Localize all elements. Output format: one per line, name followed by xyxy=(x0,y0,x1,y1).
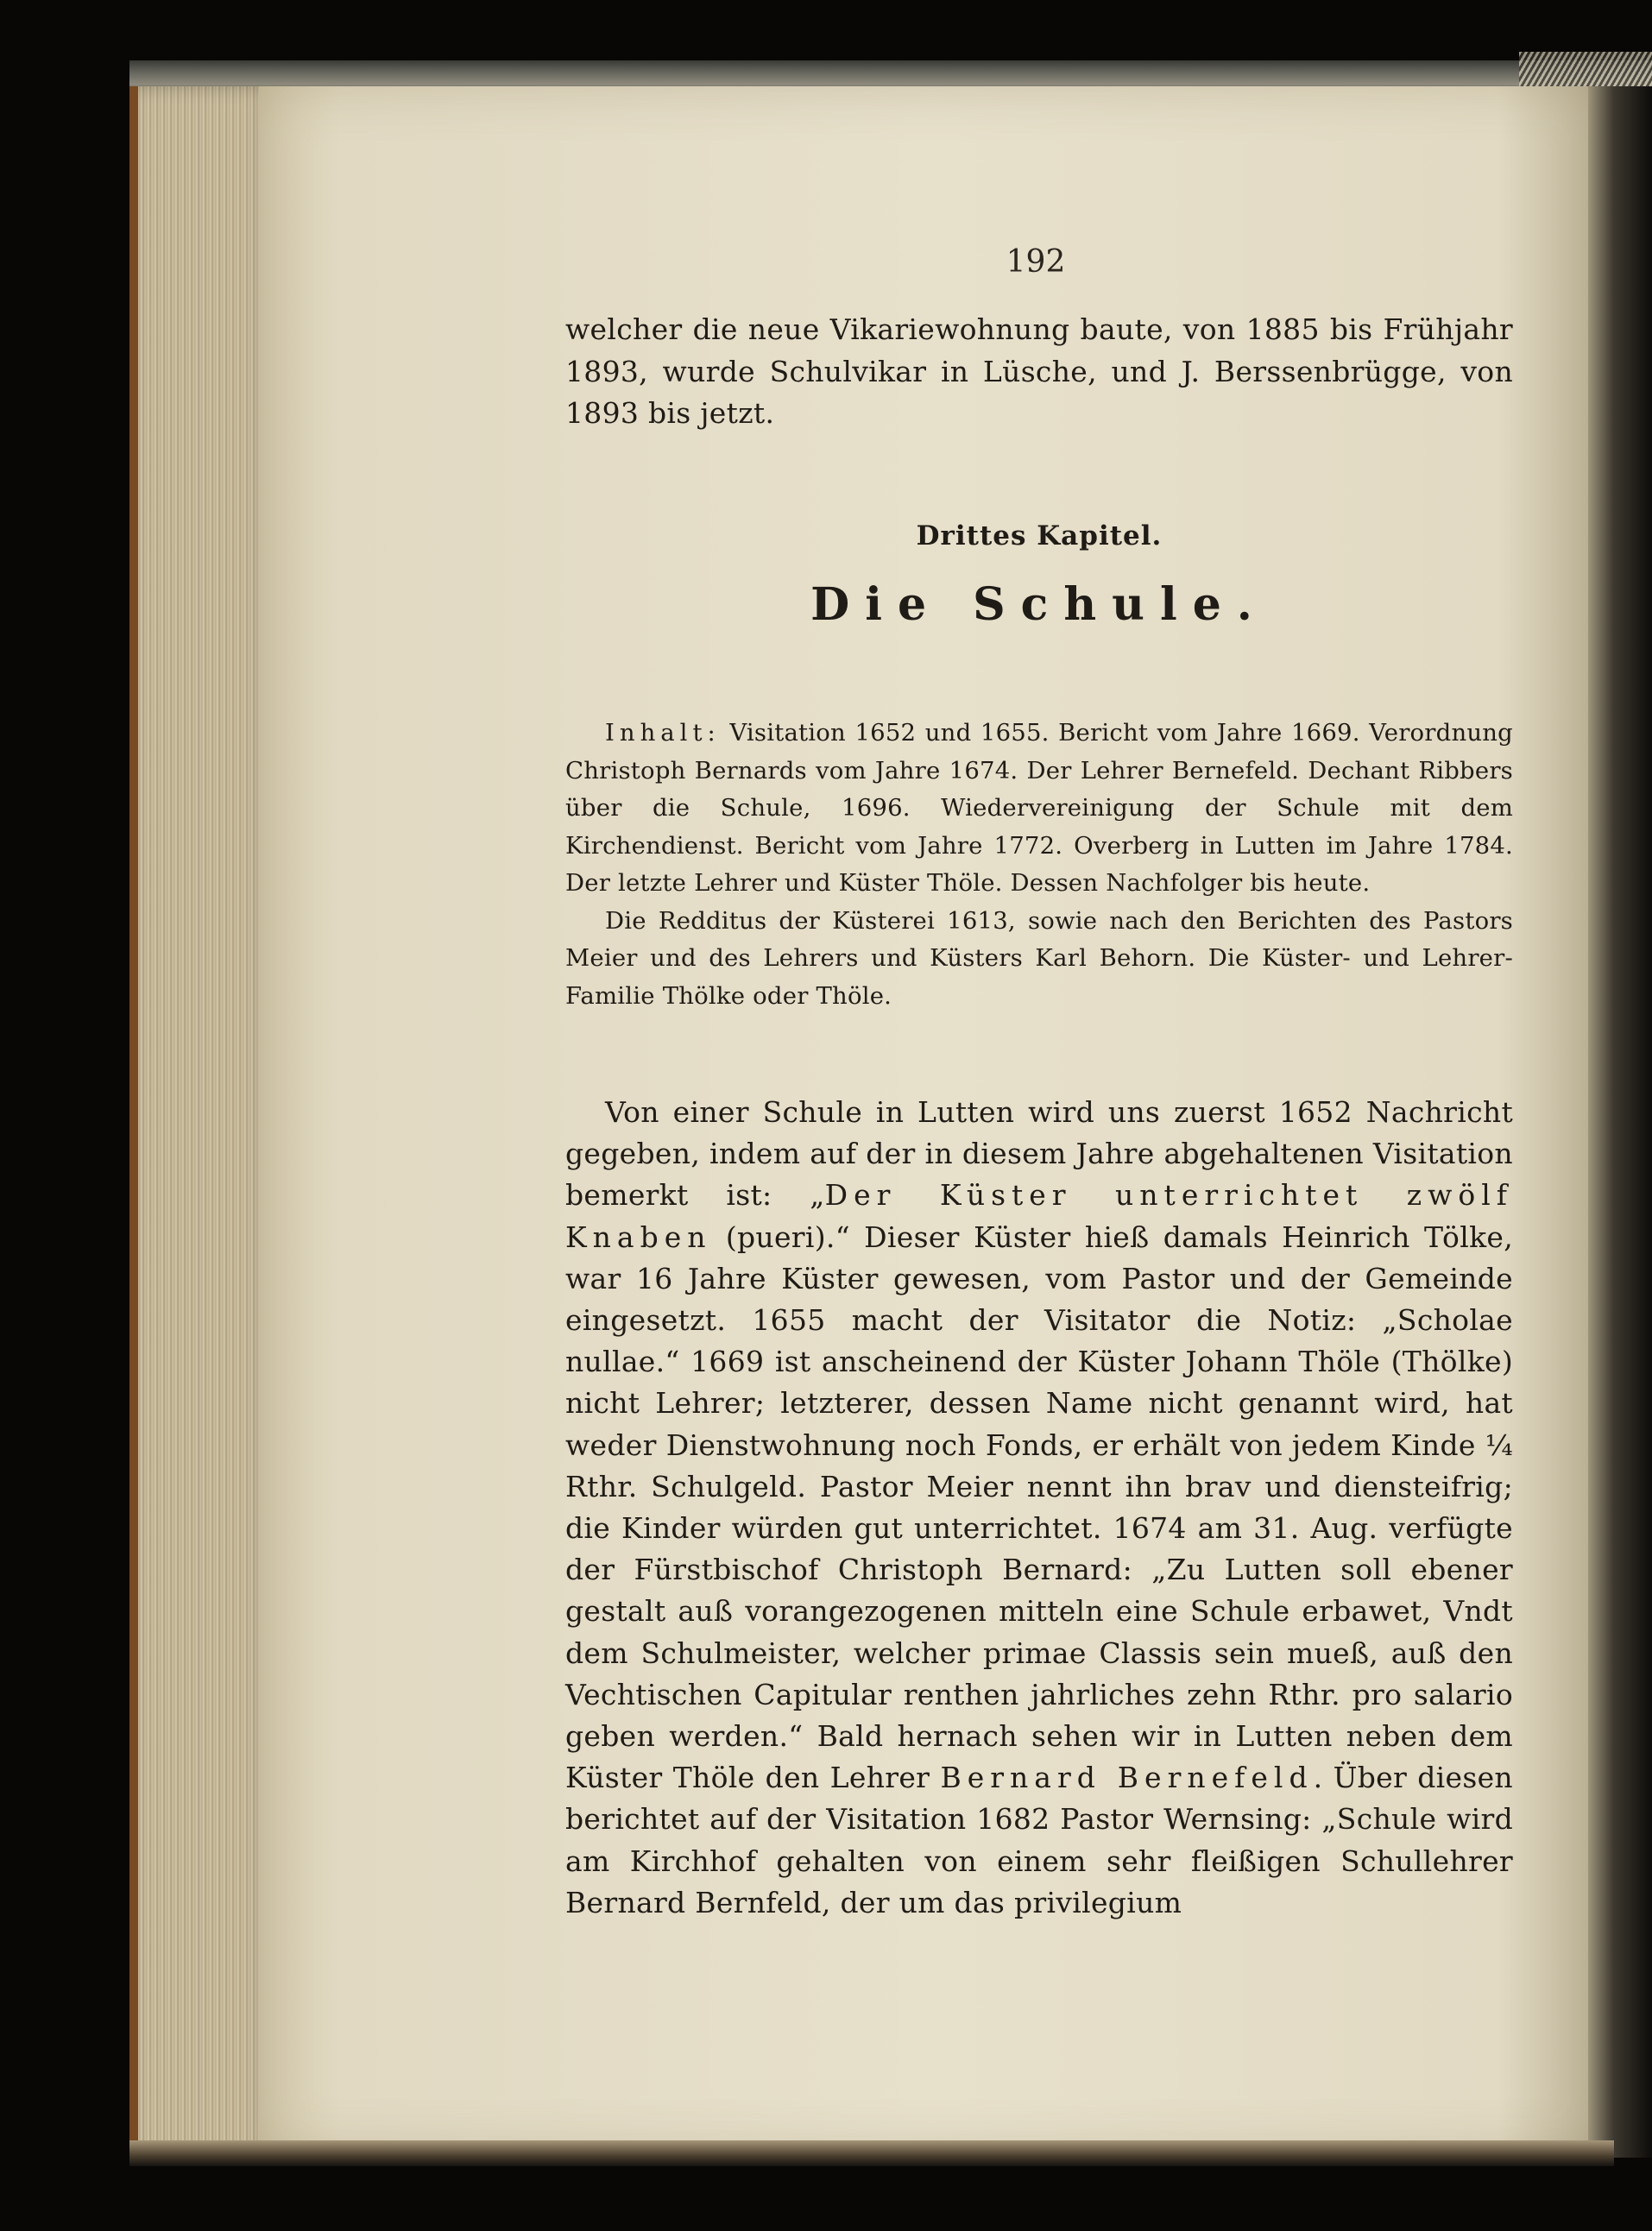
body-text-part2: (pueri).“ Dieser Küster hieß damals Heinrich Tölke, war 16 Jahre Küster gewesen, vom Pastor und der Gemeinde eingesetzt. 1655 macht der Visitator die Notiz: „Scholae nullae.“ 1669 ist anscheinend der Küster Johann Thöle (Thölke) nicht Lehrer; letzterer, dessen Name nicht genannt wird, hat weder Dienstwohnung noch Fonds, er erhält von jedem Kinde ¼ Rthr. Schulgeld. Pastor Meier nennt ihn brav und diensteifrig; die Kinder würden gut unterrichtet. 1674 am 31. Aug. verfügte der Fürstbischof Christoph Bernard: „Zu Lutten soll ebener gestalt auß vorangezogenen mitteln eine Schule erbawet, Vndt dem Schulmeister, welcher primae Classis sein mueß, auß den Vechtischen Capitular renthen jahrliches zehn Rthr. pro salario geben werden.“ Bald hernach sehen wir in Lutten neben dem Küster Thöle den Lehrer xyxy=(565,1219,1513,1795)
chapter-title: Die Schule. xyxy=(810,578,1268,631)
page-number: 192 xyxy=(1006,244,1066,280)
opening-paragraph: welcher die neue Vikariewohnung baute, von 1885 bis Frühjahr 1893, wurde Schulvikar in Lüsche, und J. Berssenbrügge, von 1893 bis jetzt. xyxy=(565,312,1513,430)
contents-paragraph xyxy=(565,715,1513,903)
contents-paragraph-2: Die Redditus der Küsterei 1613, sowie nach den Berichten des Pastors Meier und des Lehrers und Küsters Karl Behorn. Die Küster- und Lehrer-Familie Thölke oder Thöle. xyxy=(565,906,1513,1010)
book-bottom-edge xyxy=(129,2140,1614,2166)
contents-text: Visitation 1652 und 1655. Bericht vom Jahre 1669. Verordnung Christoph Bernards vom Jahre 1674. Der Lehrer Bernefeld. Dechant Ribbers über die Schule, 1696. Wiedervereinigung der Schule mit dem Kirchendienst. Bericht vom Jahre 1772. Overberg in Lutten im Jahre 1784. Der letzte Lehrer und Küster Thöle. Dessen Nachfolger bis heute. xyxy=(565,719,1513,897)
contents-label: Inhalt: xyxy=(605,719,721,747)
body-quote-emphasis: Der Küster unterrichtet zwölf Knaben xyxy=(565,1178,1513,1254)
chapter-heading: Drittes Kapitel. xyxy=(916,520,1163,551)
page-stack-edge xyxy=(129,86,276,2158)
body-text-part3: . Über diesen berichtet auf der Visitation 1682 Pastor Wernsing: „Schule wird am Kirchhof gehalten von einem sehr fleißigen Schullehrer Bernard Bernfeld, der um das privilegium xyxy=(565,1761,1513,1919)
body-name-emphasis: Bernard Bernefeld xyxy=(940,1761,1314,1795)
facing-page-edge xyxy=(1588,86,1652,2158)
chapter-contents xyxy=(565,715,1513,1015)
binding-thread xyxy=(1519,52,1652,86)
body-text-part1: Von einer Schule in Lutten wird uns zuerst 1652 Nachricht gegeben, indem auf der in diesem Jahre abgehaltenen Visitation bemerkt ist: „ xyxy=(565,1095,1513,1213)
body-paragraph xyxy=(565,1092,1513,1924)
